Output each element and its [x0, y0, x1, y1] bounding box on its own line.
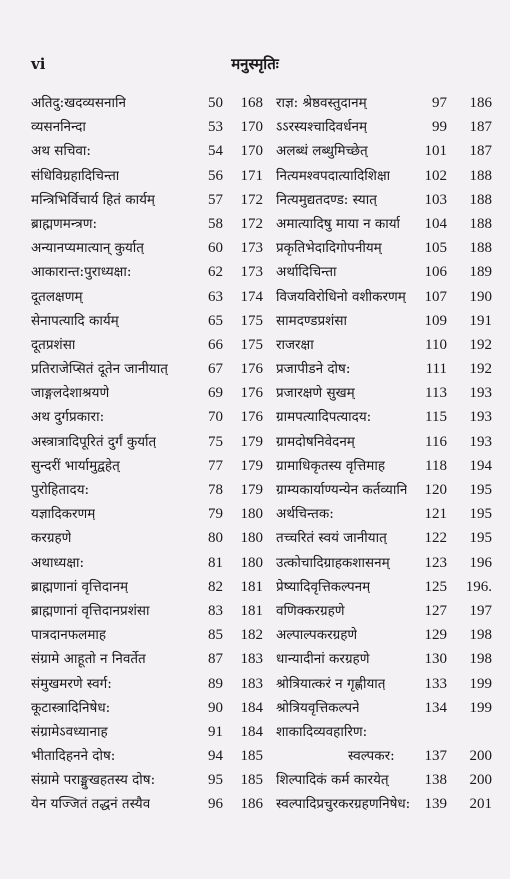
entry-title: नित्यमुद्यतदण्ड: स्यात्	[276, 191, 377, 208]
entry-title: स्वल्पादिप्रचुरकरग्रहणनिषेध:	[276, 796, 411, 813]
page-ref: 186	[240, 796, 263, 813]
entry-title: उत्कोचादिग्राहकशासनम्	[276, 554, 390, 571]
page-ref: 180	[240, 530, 263, 547]
toc-entry	[276, 405, 492, 429]
entry-title: शिल्पादिकं कर्म कारयेत्	[276, 772, 389, 789]
page-ref: 185	[240, 748, 263, 765]
page-ref: 198	[469, 627, 492, 644]
entry-title: भीतादिहनने दोष:	[31, 748, 116, 765]
verse-number: 81	[208, 554, 223, 571]
entry-title: ब्राह्मणमन्त्रण:	[31, 215, 98, 232]
verse-number: 137	[424, 748, 447, 765]
toc-entry	[276, 744, 492, 768]
verse-number: 113	[425, 385, 447, 402]
page-ref: 197	[469, 602, 492, 619]
entry-title: अस्त्रात्रादिपूरितं दुर्गं कुर्यात्	[31, 433, 157, 450]
verse-number: 82	[208, 578, 223, 595]
entry-title: ब्राह्मणानां वृत्तिदानप्रशंसा	[31, 602, 150, 619]
toc-entry	[276, 623, 492, 647]
entry-title: शाकादिव्यवहारिण:	[276, 723, 368, 740]
entry-title: विजयविरोधिनो वशीकरणम्	[276, 288, 406, 305]
entry-title: संग्रामे आहूतो न निवर्तेत	[31, 651, 146, 668]
toc-entry	[276, 502, 492, 526]
entry-title: अल्पाल्पकरग्रहणे	[276, 627, 358, 644]
toc-entry	[31, 357, 263, 381]
page-ref: 173	[240, 240, 263, 257]
toc-entry	[276, 139, 492, 163]
toc-entry	[276, 430, 492, 454]
page-ref: 175	[240, 312, 263, 329]
entry-title: ग्रामदोषनिवेदनम्	[276, 433, 355, 450]
page-ref: 185	[240, 772, 263, 789]
page-ref: 196.	[465, 578, 492, 595]
page-ref: 168	[240, 95, 263, 111]
entry-title: प्रजापीडने दोष:	[276, 361, 351, 378]
page-ref: 195	[469, 506, 492, 523]
entry-title: अन्यानप्यमात्यान् कुर्यात्	[31, 240, 144, 257]
page-ref: 171	[240, 167, 263, 184]
page-number: vi	[31, 55, 46, 73]
toc-entry	[31, 164, 263, 188]
page-ref: 172	[240, 191, 263, 208]
verse-number: 50	[208, 95, 223, 111]
verse-number: 129	[424, 627, 447, 644]
page-ref: 192	[469, 336, 492, 353]
toc-entry	[31, 139, 263, 163]
entry-title: धान्यादीनां करग्रहणे	[276, 651, 370, 668]
toc-entry	[31, 502, 263, 526]
verse-number: 134	[424, 699, 447, 716]
verse-number: 94	[208, 748, 223, 765]
entry-title: श्रोत्रियवृत्तिकल्पने	[276, 699, 360, 716]
toc-entry	[276, 454, 492, 478]
page-ref: 196	[469, 554, 492, 571]
page-ref: 201	[469, 796, 492, 813]
toc-entry	[276, 285, 492, 309]
entry-title: अतिदु:खदव्यसनानि	[31, 95, 126, 111]
toc-entry	[31, 720, 263, 744]
verse-number: 103	[424, 191, 447, 208]
toc-entry	[31, 672, 263, 696]
entry-title: अलब्धं लब्धुमिच्छेत्	[276, 143, 368, 160]
verse-number: 104	[424, 215, 447, 232]
entry-title: ग्राम्यकार्याण्यन्येन कर्तव्यानि	[276, 482, 408, 498]
verse-number: 101	[424, 143, 447, 160]
toc-entry	[31, 575, 263, 599]
entry-title: संग्रामे पराङ्मुखहतस्य दोष:	[31, 772, 156, 789]
entry-title: प्रजारक्षणे सुखम्	[276, 385, 355, 402]
page-ref: 186	[469, 95, 492, 111]
page-ref: 175	[240, 336, 263, 353]
verse-number: 60	[208, 240, 223, 257]
page-ref: 179	[240, 457, 263, 474]
left-column	[31, 91, 263, 817]
entry-title: राजरक्षा	[276, 336, 314, 353]
verse-number: 63	[208, 288, 223, 305]
verse-number: 110	[425, 336, 447, 353]
toc-entry	[276, 672, 492, 696]
verse-number: 138	[424, 772, 447, 789]
page-ref: 193	[469, 433, 492, 450]
verse-number: 127	[424, 602, 447, 619]
entry-title: प्रकृतिभेदादिगोपनीयम्	[276, 240, 382, 257]
toc-entry	[31, 744, 263, 768]
verse-number: 70	[208, 409, 223, 426]
verse-number: 83	[208, 602, 223, 619]
entry-title: अथ दुर्गप्रकारा:	[31, 409, 105, 426]
page-ref: 188	[469, 167, 492, 184]
verse-number: 78	[208, 482, 223, 498]
verse-number: 97	[432, 95, 447, 111]
entry-title: पात्रदानफलमाह	[31, 627, 107, 644]
page-ref: 176	[240, 385, 263, 402]
toc-entry	[276, 599, 492, 623]
entry-title: सेनापत्यादि कार्यम्	[31, 312, 119, 329]
page-ref: 188	[469, 191, 492, 208]
page-ref: 188	[469, 215, 492, 232]
toc-entry	[276, 212, 492, 236]
entry-title: दूतलक्षणम्	[31, 288, 83, 305]
page-ref: 181	[240, 578, 263, 595]
verse-number: 69	[208, 385, 223, 402]
toc-entry	[276, 236, 492, 260]
entry-title: संमुखमरणे स्वर्ग:	[31, 675, 112, 692]
page-ref: 180	[240, 554, 263, 571]
toc-entry	[31, 792, 263, 816]
verse-number: 80	[208, 530, 223, 547]
toc-entry	[276, 357, 492, 381]
entry-title: दूतप्रशंसा	[31, 336, 76, 353]
verse-number: 111	[425, 361, 447, 378]
entry-title: येन यज्जितं तद्धनं तस्यैव	[31, 796, 151, 813]
verse-number: 123	[424, 554, 447, 571]
page-ref: 200	[469, 772, 492, 789]
page-ref: 187	[469, 143, 492, 160]
verse-number: 139	[424, 796, 447, 813]
verse-number: 77	[208, 457, 223, 474]
page-ref: 184	[240, 723, 263, 740]
entry-title: प्रतिराजेप्सितं दूतेन जानीयात्	[31, 361, 168, 378]
page-ref: 193	[469, 385, 492, 402]
entry-title: अमात्यादिषु माया न कार्या	[276, 215, 401, 232]
entry-title: राज्ञ: श्रेष्ठवस्तुदानम्	[276, 95, 367, 111]
verse-number: 125	[424, 578, 447, 595]
toc-entry	[276, 696, 492, 720]
entry-title: सामदण्डप्रशंसा	[276, 312, 347, 329]
toc-entry	[31, 333, 263, 357]
page-ref: 182	[240, 627, 263, 644]
page-ref: 200	[469, 748, 492, 765]
verse-number: 118	[425, 457, 447, 474]
entry-title: ग्रामाधिकृतस्य वृत्तिमाह	[276, 457, 385, 474]
page-ref: 180	[240, 506, 263, 523]
entry-title: संग्रामेऽवध्यानाह	[31, 723, 108, 740]
verse-number: 58	[208, 215, 223, 232]
toc-entry	[31, 454, 263, 478]
toc-entry	[31, 188, 263, 212]
toc-entry	[276, 164, 492, 188]
page-ref: 193	[469, 409, 492, 426]
page-ref: 183	[240, 651, 263, 668]
toc-entry	[276, 551, 492, 575]
toc-entry	[276, 792, 492, 816]
toc-entry	[31, 285, 263, 309]
entry-title: करग्रहणे	[31, 530, 72, 547]
entry-title: व्यसननिन्दा	[31, 119, 86, 136]
toc-entry	[31, 260, 263, 284]
entry-title: प्रेष्यादिवृत्तिकल्पनम्	[276, 578, 371, 595]
toc-entry	[31, 115, 263, 139]
page-ref: 179	[240, 433, 263, 450]
toc-entry	[31, 212, 263, 236]
page-ref: 199	[469, 675, 492, 692]
entry-title: पुरोहितादय:	[31, 482, 90, 498]
page-ref: 187	[469, 119, 492, 136]
toc-entry	[276, 381, 492, 405]
toc-entry	[276, 647, 492, 671]
verse-number: 116	[425, 433, 447, 450]
entry-title: ब्राह्मणानां वृत्तिदानम्	[31, 578, 129, 595]
entry-title: ग्रामपत्यादिपत्यादय:	[276, 409, 372, 426]
toc-entry	[276, 91, 492, 115]
verse-number: 95	[208, 772, 223, 789]
toc-entry	[31, 623, 263, 647]
toc-entry	[31, 599, 263, 623]
verse-number: 54	[208, 143, 223, 160]
toc-entry	[276, 188, 492, 212]
verse-number: 79	[208, 506, 223, 523]
entry-title: अर्थादिचिन्ता	[276, 264, 337, 281]
toc-entry	[31, 696, 263, 720]
verse-number: 115	[425, 409, 447, 426]
entry-title: आकारान्त:पुराध्यक्षा:	[31, 264, 132, 281]
entry-title: कूटास्त्रादिनिषेध:	[31, 699, 111, 716]
toc-entry	[31, 405, 263, 429]
page-ref: 189	[469, 264, 492, 281]
toc-entry	[276, 115, 492, 139]
toc-entry	[31, 309, 263, 333]
toc-entry	[31, 478, 263, 502]
verse-number: 102	[424, 167, 447, 184]
page-ref: 188	[469, 240, 492, 257]
entry-title: अथ सचिवा:	[31, 143, 91, 160]
entry-title: जाङ्गलदेशाश्रयणे	[31, 385, 110, 402]
verse-number: 56	[208, 167, 223, 184]
verse-number: 130	[424, 651, 447, 668]
page-ref: 194	[469, 457, 492, 474]
verse-number: 105	[424, 240, 447, 257]
verse-number: 106	[424, 264, 447, 281]
running-title: मनुस्मृतिः	[231, 55, 279, 73]
verse-number: 122	[424, 530, 447, 547]
toc-entry	[31, 647, 263, 671]
page-ref: 198	[469, 651, 492, 668]
page-ref: 191	[469, 312, 492, 329]
toc-entry	[31, 768, 263, 792]
entry-title: ऽऽरस्यश्चादिवर्धनम्	[276, 119, 368, 136]
page-ref: 173	[240, 264, 263, 281]
verse-number: 65	[208, 312, 223, 329]
page-ref: 195	[469, 530, 492, 547]
verse-number: 67	[208, 361, 223, 378]
toc-entry	[276, 333, 492, 357]
verse-number: 87	[208, 651, 223, 668]
verse-number: 89	[208, 675, 223, 692]
toc-entry	[31, 551, 263, 575]
verse-number: 107	[424, 288, 447, 305]
entry-title: वणिक्करग्रहणे	[276, 602, 345, 619]
toc-entry	[31, 430, 263, 454]
page-ref: 172	[240, 215, 263, 232]
verse-number: 133	[424, 675, 447, 692]
toc-entry	[276, 309, 492, 333]
toc-entry	[31, 526, 263, 550]
toc-entry	[276, 260, 492, 284]
toc-entry	[31, 381, 263, 405]
page-ref: 176	[240, 409, 263, 426]
verse-number: 120	[424, 482, 447, 498]
verse-number: 53	[208, 119, 223, 136]
page-ref: 170	[240, 119, 263, 136]
entry-title: नित्यमश्वपदात्यादिशिक्षा	[276, 167, 391, 184]
entry-title: यज्ञादिकरणम्	[31, 506, 96, 523]
right-column	[276, 91, 492, 817]
entry-title: तच्चरितं स्वयं जानीयात्	[276, 530, 387, 547]
toc-entry	[276, 768, 492, 792]
page-ref: 195	[469, 482, 492, 498]
entry-title: अर्थचिन्तक:	[276, 506, 334, 523]
entry-title: श्रोत्रियात्करं न गृह्णीयात्	[276, 675, 386, 692]
verse-number: 121	[424, 506, 447, 523]
page-ref: 181	[240, 602, 263, 619]
verse-number: 62	[208, 264, 223, 281]
verse-number: 57	[208, 191, 223, 208]
verse-number: 66	[208, 336, 223, 353]
toc-entry	[276, 526, 492, 550]
entry-title: अथाध्यक्षा:	[31, 554, 85, 571]
verse-number: 85	[208, 627, 223, 644]
page-ref: 179	[240, 482, 263, 498]
verse-number: 90	[208, 699, 223, 716]
toc-entry	[276, 478, 492, 502]
page-ref: 184	[240, 699, 263, 716]
verse-number: 96	[208, 796, 223, 813]
entry-title: मन्त्रिभिर्विचार्य हितं कार्यम्	[31, 191, 156, 208]
verse-number: 91	[208, 723, 223, 740]
verse-number: 109	[424, 312, 447, 329]
page-ref: 190	[469, 288, 492, 305]
entry-title: स्वल्पकर:	[348, 748, 395, 765]
page-ref: 170	[240, 143, 263, 160]
verse-number: 99	[432, 119, 447, 136]
page-ref: 183	[240, 675, 263, 692]
page-ref: 174	[240, 288, 263, 305]
toc-entry	[31, 91, 263, 115]
page-ref: 192	[469, 361, 492, 378]
toc-entry	[276, 720, 492, 744]
entry-title: संधिविग्रहादिचिन्ता	[31, 167, 120, 184]
toc-entry	[31, 236, 263, 260]
page-ref: 176	[240, 361, 263, 378]
page-ref: 199	[469, 699, 492, 716]
toc-entry	[276, 575, 492, 599]
entry-title: सुन्दरीं भार्यामुद्वहेत्	[31, 457, 120, 474]
verse-number: 75	[208, 433, 223, 450]
